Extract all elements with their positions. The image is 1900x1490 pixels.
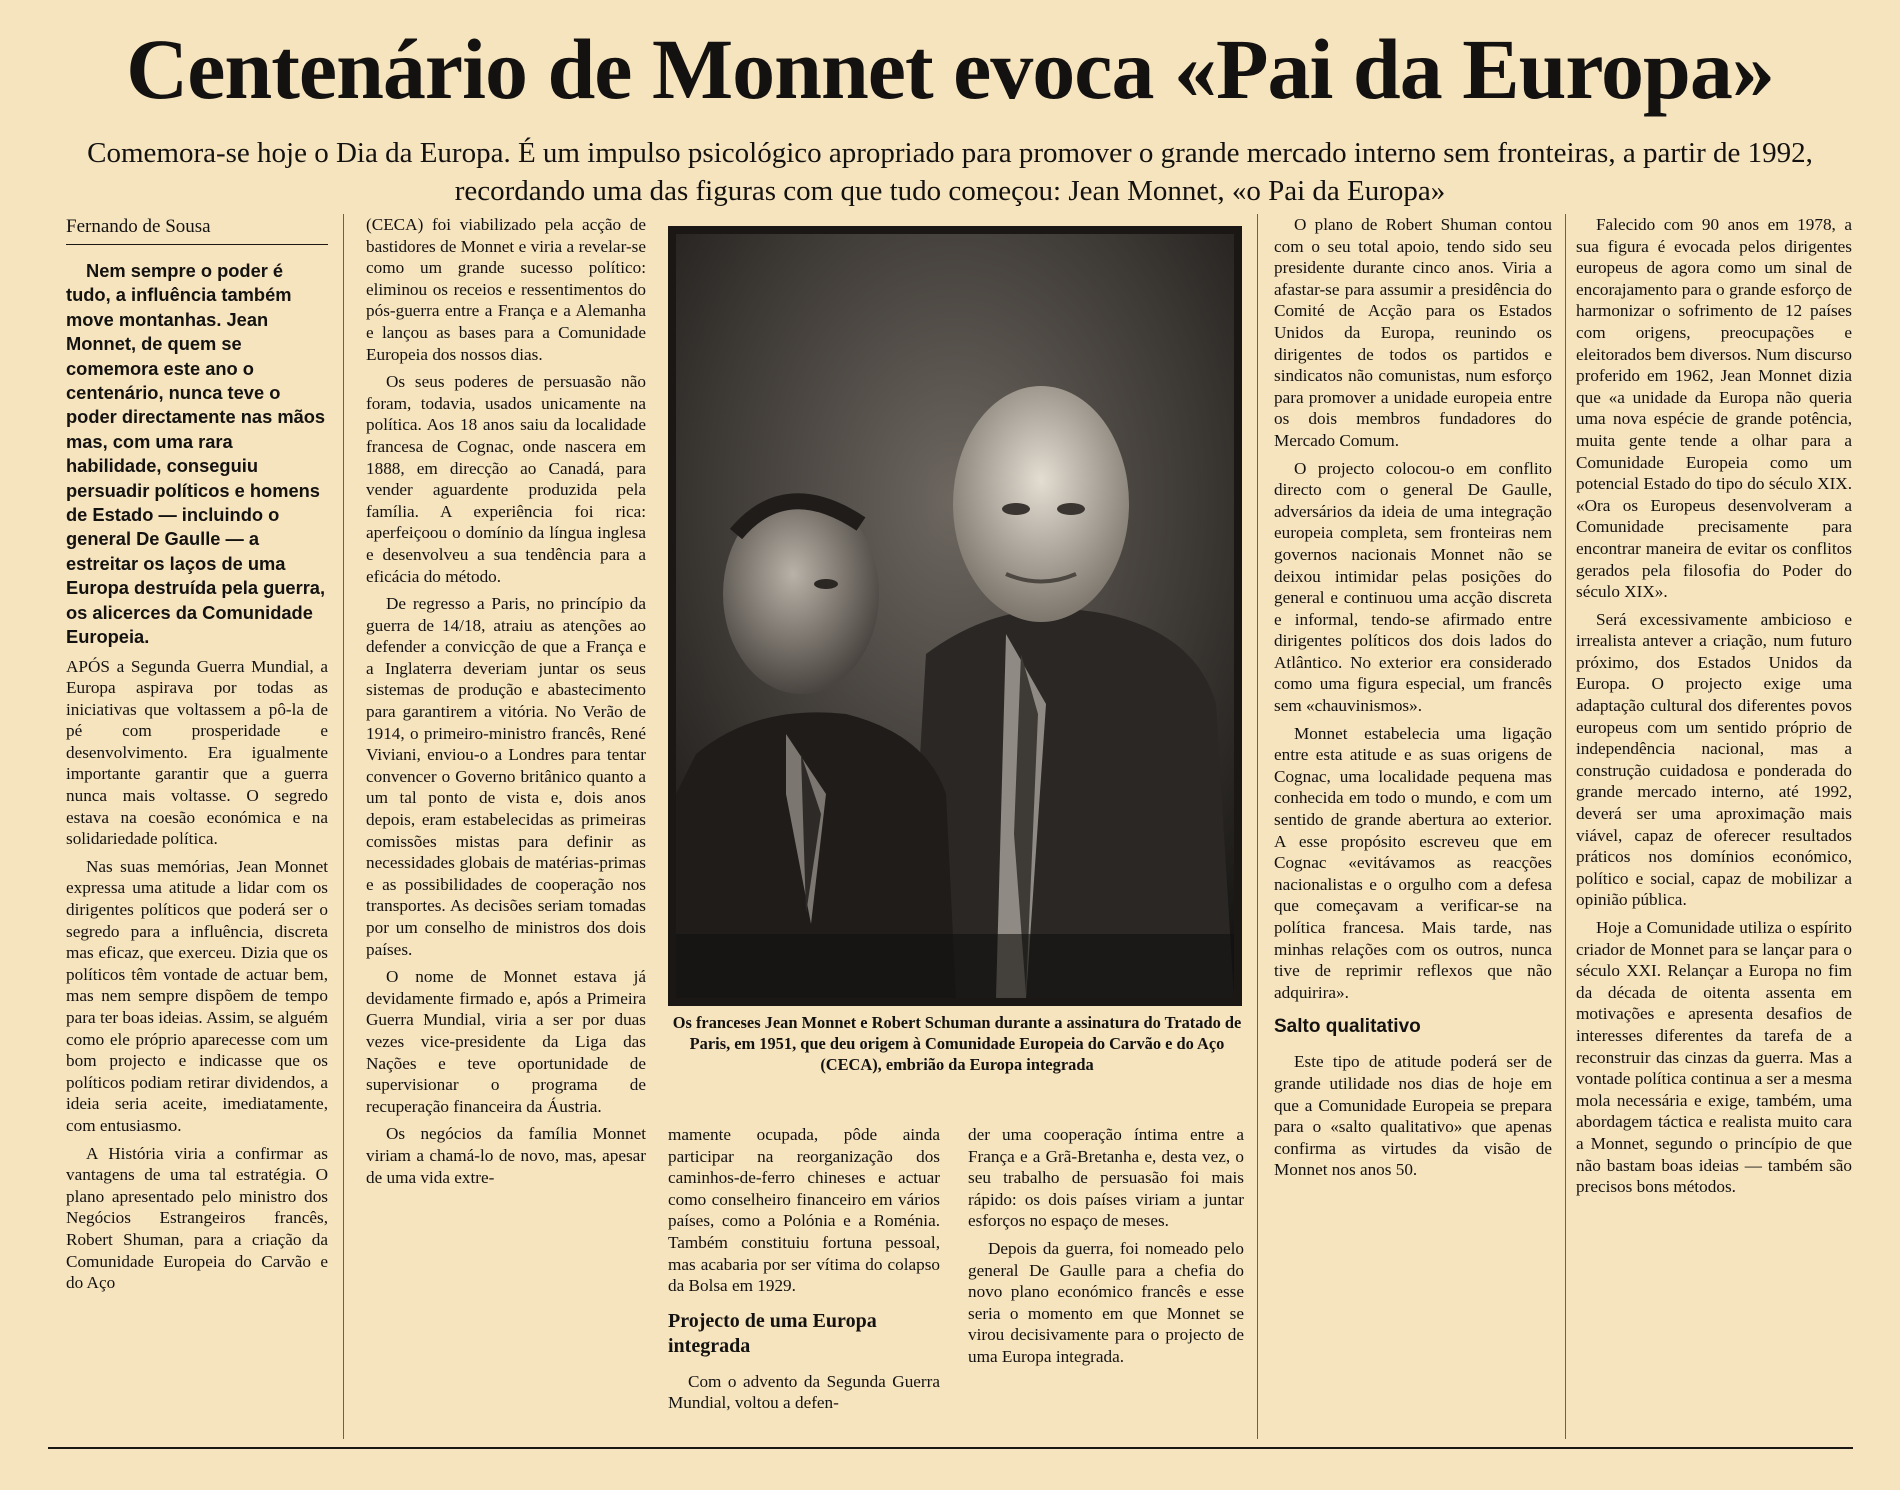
- subtitle-projecto: Projecto de uma Europa integrada: [668, 1309, 877, 1357]
- photo-caption: Os franceses Jean Monnet e Robert Schuman durante a assinatura do Tratado de Paris, em 1951, que deu origem à Comunidade Europeia do Carvão e do Aço (CECA), embrião da Europa integrada: [672, 1013, 1242, 1074]
- col1-paragraph: APÓS a Segunda Guerra Mundial, a Europa aspirava por todas as iniciativas que voltassem a pô-la de pé com prosperidade e desenvolvimento. Era igualmente importante garantir que a guerra nunca mais voltasse. O segredo estava na coesão económica e na solidariedade política.: [66, 656, 328, 849]
- col4-paragraph: der uma cooperação íntima entre a França e a Grã-Bretanha e, desta vez, o seu trabalho de persuasão foi mais rápido: os dois países viriam a juntar esforços no espaço de meses.: [968, 1125, 1244, 1231]
- column-6: [1576, 214, 1852, 1439]
- col2-paragraph: De regresso a Paris, no princípio da guerra de 14/18, atraiu as atenções ao defender a convicção de que a França e a Inglaterra deveriam juntar os seus sistemas de produção e abastecimento para garantirem a vitória. No Verão de 1914, o primeiro-ministro francês, René Viviani, enviou-o a Londres para tentar convencer o Governo britânico quanto a um tal ponto de vista e, dois anos depois, eram estabelecidas as primeiras comissões mistas para definir as necessidades globais de matérias-primas e as possibilidades de cooperação nos transportes. As decisões seriam tomadas por um conselho de ministros dos dois países.: [366, 594, 646, 959]
- photo-monnet-schuman: [676, 234, 1234, 998]
- col3-paragraph: mamente ocupada, pôde ainda participar na reorganização dos caminhos-de-ferro chineses e actuar como conselheiro financeiro em vários países, como a Polónia e a Roménia. Também constituiu fortuna pessoal, mas acabaria por ser vítima do colapso da Bolsa em 1929.: [668, 1125, 940, 1296]
- col6-paragraph: Será excessivamente ambicioso e irrealista antever a criação, num futuro próximo, dos Estados Unidos da Europa. O projecto exige uma adaptação cultural dos diferentes povos europeus com um sentido próprio de independência nacional, mas a construção cuidadosa e ponderada do grande mercado interno, até 1992, deverá ser uma aproximação mais viável, capaz de oferecer resultados práticos nos domínios económico, político e social, capaz de mobilizar a opinião pública.: [1576, 609, 1852, 910]
- col5-paragraph: Monnet estabelecia uma ligação entre esta atitude e as suas origens de Cognac, uma localidade pequena mas conhecida em todo o mundo, e com um sentido de grande abertura ao exterior. A esse propósito escreveu que em Cognac «evitávamos as reacções nacionalistas e o orgulho com a defesa que começavam a verificar-se na política francesa. Mais tarde, nas minhas relações com os outros, nunca tive de reprimir reflexos que não adquirira».: [1274, 723, 1552, 1002]
- col2-paragraph: O nome de Monnet estava já devidamente firmado e, após a Primeira Guerra Mundial, viria a ser por duas vezes vice-presidente da Liga das Nações e teve oportunidade de supervisionar o programa de recuperação financeira da Áustria.: [366, 967, 646, 1116]
- column-rule: [1257, 214, 1258, 1439]
- col5-paragraph: Este tipo de atitude poderá ser de grande utilidade nos dias de hoje em que a Comunidade Europeia se prepara para o «salto qualitativo» que apenas confirma as virtudes da visão de Monnet nos anos 50.: [1274, 1052, 1552, 1180]
- col6-paragraph: Hoje a Comunidade utiliza o espírito criador de Monnet para se lançar para o século XXI. Relançar a Europa no fim da década de oitenta assenta em motivações e apresenta desafios de interesses diferentes da tarefa de a reconstruir das cinzas da guerra. Mas a vontade política continua a ser a mesma mola necessária e exige, também, uma abordagem táctica e realista muito cara a Monnet, segundo o princípio de que não bastam boas ideias — também são precisos bons métodos.: [1576, 918, 1852, 1197]
- subheadline: Comemora-se hoje o Dia da Europa. É um impulso psicológico apropriado para promover o grande mercado interno sem fronteiras, a partir de 1992, recordando uma das figuras com que tudo começou: Jean Monnet, «o Pai da Europa»: [87, 137, 1813, 207]
- headline: Centenário de Monnet evoca «Pai da Europa»: [126, 21, 1774, 117]
- column-1: [66, 214, 328, 1439]
- col1-paragraph: A História viria a confirmar as vantagens de uma tal estratégia. O plano apresentado pelo ministro dos Negócios Estrangeiros francês, Robert Shuman, para a criação da Comunidade Europeia do Carvão e do Aço: [66, 1143, 328, 1293]
- col2-paragraph: Os seus poderes de persuasão não foram, todavia, usados unicamente na política. Aos 18 anos saiu da localidade francesa de Cognac, onde nascera em 1888, em direcção ao Canadá, para vender aguardente produzida pela família. A experiência foi rica: aperfeiçoou o domínio da língua inglesa e desenvolveu a sua tendência para a eficácia do método.: [366, 372, 646, 586]
- byline: Fernando de Sousa: [66, 214, 328, 245]
- col6-paragraph: Falecido com 90 anos em 1978, a sua figura é evocada pelos dirigentes europeus de agora como um sinal de encorajamento para o grande esforço de harmonizar o sofrimento de 12 países com origens, preocupações e eleitorados bem diversos. Num discurso proferido em 1962, Jean Monnet dizia que «a unidade da Europa não queria uma nova espécie de grande potência, muita gente tende a olhar para a Comunidade Europeia como um potencial Estado do tipo do século XIX. «Ora os Europeus desenvolveram a Comunidade precisamente para encontrar maneira de evitar os conflitos gerados pela filosofia do Poder do século XIX».: [1576, 215, 1852, 602]
- lead-paragraph: Nem sempre o poder é tudo, a influência também move montanhas. Jean Monnet, de quem se comemora este ano o centenário, nunca teve o poder directamente nas mãos mas, com uma rara habilidade, conseguiu persuadir políticos e homens de Estado — incluindo o general De Gaulle — a estreitar os laços de uma Europa destruída pela guerra, os alicerces da Comunidade Europeia.: [66, 260, 326, 648]
- col1-paragraph: Nas suas memórias, Jean Monnet expressa uma atitude a lidar com os dirigentes políticos que poderá ser o segredo para a influência, discreta mas eficaz, que exerceu. Dizia que os políticos têm vontade de actuar bem, mas nem sempre dispõem de tempo para ter boas ideias. Assim, se alguém como ele próprio aparecesse com um bom projecto e indicasse que os políticos podiam retirar dividendos, a ideia seria aceite, imediatamente, com entusiasmo.: [66, 856, 328, 1135]
- bottom-rule: [48, 1447, 1853, 1449]
- column-2: [366, 214, 646, 1439]
- col3-paragraph: Com o advento da Segunda Guerra Mundial, voltou a defen-: [668, 1371, 940, 1413]
- column-4: [968, 1124, 1244, 1440]
- column-5: [1274, 214, 1552, 1439]
- col5-paragraph: O plano de Robert Shuman contou com o seu total apoio, tendo sido seu presidente durante cinco anos. Viria a afastar-se para assumir a presidência do Comité de Acção para os Estados Unidos da Europa, reunindo os dirigentes de todos os partidos e sindicatos não comunistas, num esforço para promover a unidade europeia entre os dois membros fundadores do Mercado Comum.: [1274, 215, 1552, 450]
- subtitle-salto: Salto qualitativo: [1274, 1016, 1421, 1038]
- col2-paragraph: (CECA) foi viabilizado pela acção de bastidores de Monnet e viria a revelar-se como um grande sucesso político: eliminou os receios e ressentimentos do pós-guerra entre a França e a Alemanha e lançou as bases para a Comunidade Europeia dos nossos dias.: [366, 215, 646, 364]
- col5-paragraph: O projecto colocou-o em conflito directo com o general De Gaulle, adversários da ideia de uma integração europeia completa, sem fronteiras nem governos nacionais Monnet não se deixou intimidar pelas posições do general e continuou uma acção discreta e informal, tendo-se afirmado entre dirigentes políticos dos dois lados do Atlântico. No exterior era considerado como uma figura especial, um francês sem «chauvinismos».: [1274, 458, 1552, 716]
- column-rule: [343, 214, 344, 1439]
- photo: [668, 226, 1242, 1006]
- column-rule: [1565, 214, 1566, 1439]
- col4-paragraph: Depois da guerra, foi nomeado pelo general De Gaulle para a chefia do novo plano económico francês e esse seria o momento em que Monnet se virou decisivamente para o projecto de uma Europa integrada.: [968, 1238, 1244, 1366]
- column-3: [668, 1124, 940, 1440]
- col2-paragraph: Os negócios da família Monnet viriam a chamá-lo de novo, mas, apesar de uma vida extre-: [366, 1124, 646, 1187]
